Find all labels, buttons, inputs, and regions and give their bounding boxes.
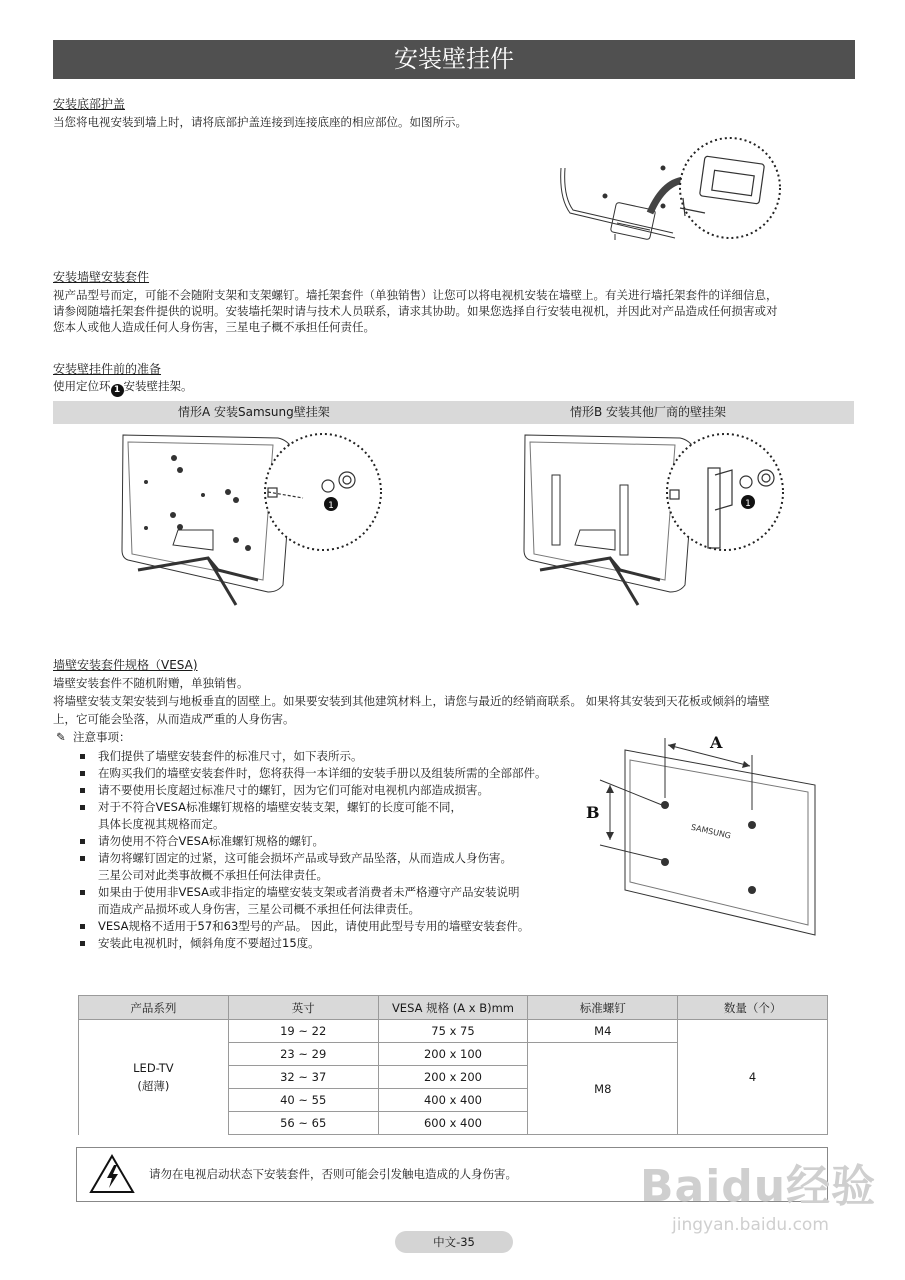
vesa-dimension-diagram — [580, 730, 840, 940]
warning-text: 请勿在电视启动状态下安装套件，否则可能会引发触电造成的人身伤害。 — [149, 1167, 517, 1181]
note-item: 对于不符合VESA标准螺钉规格的墙壁安装支架，螺钉的长度可能不同， 具体长度视其规格而定。 — [72, 799, 547, 833]
table-row — [79, 1020, 828, 1043]
inch-cell: 56 ~ 65 — [228, 1112, 378, 1135]
column-header: VESA 规格 (A x B)mm — [378, 996, 528, 1020]
section-heading-wall-kit: 安装墙壁安装套件 — [53, 270, 150, 284]
column-header: 数量（个） — [678, 996, 828, 1020]
note-item: 在购买我们的墙壁安装套件时，您将获得一本详细的安装手册以及组装所需的全部部件。 — [72, 765, 547, 782]
page-title: 安装壁挂件 — [53, 40, 855, 79]
svg-text:1: 1 — [745, 499, 751, 509]
vesa-cell: 75 x 75 — [378, 1020, 528, 1043]
inch-cell: 19 ~ 22 — [228, 1020, 378, 1043]
note-item: 请不要使用长度超过标准尺寸的螺钉，因为它们可能对电视机内部造成损害。 — [72, 782, 547, 799]
table-header-row — [79, 996, 828, 1020]
inch-cell: 23 ~ 29 — [228, 1043, 378, 1066]
marker-1-icon: 1 — [111, 384, 124, 397]
baidu-watermark: Baidu经验 — [640, 1161, 877, 1212]
product-family-cell: LED-TV (超薄) — [79, 1020, 229, 1135]
baidu-watermark-url: jingyan.baidu.com — [672, 1215, 829, 1235]
section-heading-bottom-cover: 安装底部护盖 — [53, 97, 126, 111]
preparation-text — [53, 378, 193, 397]
section-text-line: 您本人或他人造成任何人身伤害，三星电子概不承担任何责任。 — [53, 320, 375, 334]
notes-header — [56, 729, 130, 745]
preparation-text-after: 安装壁挂架。 — [123, 379, 193, 393]
vesa-text-line1: 墙壁安装套件不随机附赠，单独销售。 — [53, 676, 249, 690]
section-heading-preparation: 安装壁挂件前的准备 — [53, 362, 162, 376]
dimension-b-label: B — [586, 803, 600, 822]
samsung-logo: SAMSUNG — [690, 822, 732, 841]
vesa-text-line3: 上，它可能会坠落，从而造成严重的人身伤害。 — [53, 712, 295, 726]
note-item: 我们提供了墙壁安装套件的标准尺寸，如下表所示。 — [72, 748, 547, 765]
section-text-line: 请参阅随墙托架套件提供的说明。安装墙托架时请与技术人员联系，请求其协助。如果您选择自行安装电视机，并因此对产品造成任何损害或对 — [53, 304, 778, 318]
vesa-cell: 200 x 100 — [378, 1043, 528, 1066]
note-item: 请勿使用不符合VESA标准螺钉规格的螺钉。 — [72, 833, 547, 850]
dimension-a-label: A — [710, 733, 723, 752]
case-b-label: 情形B 安装其他厂商的壁挂架 — [570, 405, 727, 419]
inch-cell: 32 ~ 37 — [228, 1066, 378, 1089]
vesa-cell: 200 x 200 — [378, 1066, 528, 1089]
page-number: 中文-35 — [395, 1231, 513, 1253]
vesa-text-line2: 将墙壁安装支架安装到与地板垂直的固壁上。如果要安装到其他建筑材料上，请您与最近的经销商联系。 如果将其安装到天花板或倾斜的墙壁 — [53, 694, 770, 708]
case-header-bar — [53, 401, 854, 424]
vesa-spec-table — [78, 995, 828, 1135]
note-item: 请勿将螺钉固定的过紧，这可能会损坏产品或导致产品坠落，从而造成人身伤害。 三星公司对此类事故概不承担任何法律责任。 — [72, 850, 547, 884]
preparation-text-before: 使用定位环 — [53, 379, 111, 393]
pencil-icon: ✎ — [56, 730, 66, 744]
column-header: 标准螺钉 — [528, 996, 678, 1020]
case-b-illustration — [520, 430, 790, 610]
note-item: 安装此电视机时，倾斜角度不要超过15度。 — [72, 935, 547, 952]
case-a-illustration — [118, 430, 388, 610]
vesa-cell: 400 x 400 — [378, 1089, 528, 1112]
section-heading-vesa: 墙壁安装套件规格（VESA) — [53, 658, 198, 672]
screw-cell: M8 — [528, 1043, 678, 1135]
bottom-cover-illustration — [555, 128, 785, 263]
quantity-cell: 4 — [678, 1020, 828, 1135]
case-a-label: 情形A 安装Samsung壁挂架 — [178, 405, 330, 419]
notes-label: 注意事项： — [72, 730, 131, 744]
svg-text:1: 1 — [328, 501, 334, 511]
section-text-bottom-cover: 当您将电视安装到墙上时，请将底部护盖连接到连接底座的相应部位。如图所示。 — [53, 115, 467, 129]
inch-cell: 40 ~ 55 — [228, 1089, 378, 1112]
notes-list — [72, 748, 547, 952]
electric-shock-warning-icon — [89, 1154, 135, 1194]
note-item: VESA规格不适用于57和63型号的产品。 因此，请使用此型号专用的墙壁安装套件。 — [72, 918, 547, 935]
section-text-line: 视产品型号而定，可能不会随附支架和支架螺钉。墙托架套件（单独销售）让您可以将电视机安装在墙壁上。有关进行墙托架套件的详细信息， — [53, 288, 778, 302]
vesa-cell: 600 x 400 — [378, 1112, 528, 1135]
screw-cell: M4 — [528, 1020, 678, 1043]
column-header: 英寸 — [228, 996, 378, 1020]
column-header: 产品系列 — [79, 996, 229, 1020]
note-item: 如果由于使用非VESA或非指定的墙壁安装支架或者消费者未严格遵守产品安装说明 而造成产品损坏或人身伤害，三星公司概不承担任何法律责任。 — [72, 884, 547, 918]
